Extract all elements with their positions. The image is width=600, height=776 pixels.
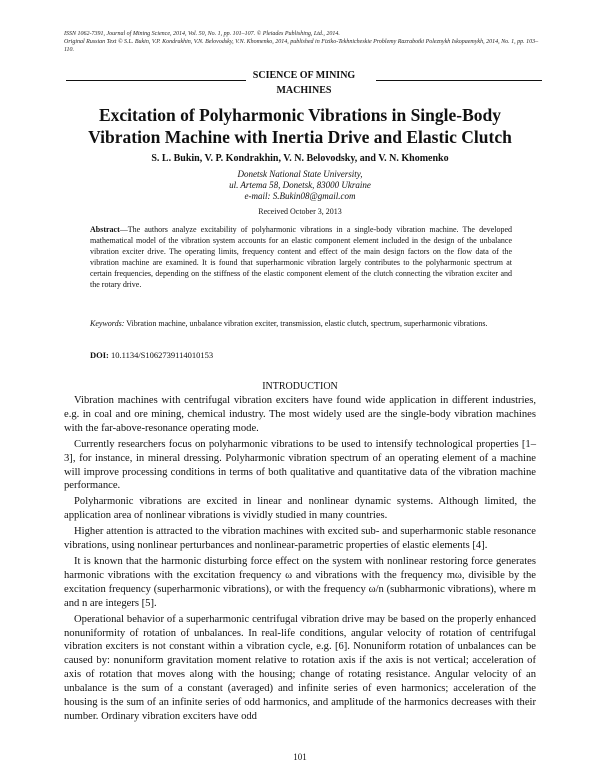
body-paragraph: It is known that the harmonic disturbing force effect on the system with nonlinear restoring force generates harmonic vibrations with the excitation frequency ω and vibrations with the frequency mω, divisible by the excitation frequency (superharmonic vibrations), or with the frequency ω/n (subharmonic vibrations), where m and n are integers [5]. [64,555,536,609]
abstract-label: Abstract [90,225,120,234]
affiliation-address: ul. Artema 58, Donetsk, 83000 Ukraine [229,180,371,190]
doi-label: DOI: [90,350,109,360]
section-heading [64,70,544,96]
affiliation-institution: Donetsk National State University, [237,169,363,179]
section-title-introduction: INTRODUCTION [262,381,338,392]
body-paragraph: Polyharmonic vibrations are excited in linear and nonlinear dynamic systems. Although limited, the application area of nonlinear vibrations is vividly studied in many countries. [64,496,536,522]
section-heading-line2: MACHINES [276,85,332,96]
keywords [90,319,512,330]
doi [90,350,213,360]
abstract-text: —The authors analyze excitability of polyharmonic vibrations in a single-body vibration machine. The developed mathematical model of the vibration system accounts for an elastic component element included in the design of the unbalance vibration exciter drive. The operating limits, frequency content and effect of the main design factors on the flow data of the vibration machine are examined. It is found that superharmonic vibration largely contributes to the polyharmonic spectrum at certain frequencies, depending on the stiffness of the elastic component element of the clutch connecting the vibration exciter and the rotary drive. [90,225,512,289]
body-paragraph: Higher attention is attracted to the vibration machines with excited sub- and superharmonic stable resonance vibrations, using nonlinear perturbances and nonlinear-parametric properties of elastic elements [4]. [64,526,536,552]
section-heading-line1: SCIENCE OF MINING [252,70,356,81]
journal-header [64,30,544,54]
page-number: 101 [293,752,307,762]
affiliation [64,169,536,202]
body-paragraph: Currently researchers focus on polyharmonic vibrations to be used to intensify technological properties [1–3], for instance, in mineral dressing. Polyharmonic vibration spectrum of an operating element of a machine will improve processing conditions in terms of both qualitative and quantitative data of the vibration machine performance. [64,438,536,492]
keywords-text: Vibration machine, unbalance vibration exciter, transmission, elastic clutch, spectrum, superharmonic vibrations. [124,319,488,328]
journal-citation-line: ISSN 1062-7391, Journal of Mining Science, 2014, Vol. 50, No. 1, pp. 101–107. © Pleiades Publishing, Ltd., 2014. [64,31,340,37]
received-date: Received October 3, 2013 [258,207,342,216]
keywords-label: Keywords: [90,319,125,328]
doi-value: 10.1134/S1062739114010153 [108,350,214,360]
body-text [64,394,536,726]
author-list: S. L. Bukin, V. P. Kondrakhin, V. N. Belovodsky, and V. N. Khomenko [151,153,449,164]
paper-title [70,104,530,148]
original-text-line: Original Russian Text © S.L. Bukin, V.P. Kondrakhin, V.N. Belovodsky, V.N. Khomenko, 2014, published in Fiziko-Tekhnicheskie Problemy Razrabotki Poleznykh Iskopaemykh, 2014, No. 1, pp. 103–110. [64,39,539,53]
paper-title-line2: Vibration Machine with Inertia Drive and Elastic Clutch [88,127,512,147]
affiliation-email: e-mail: S.Bukin08@gmail.com [244,191,356,201]
paper-title-line1: Excitation of Polyharmonic Vibrations in Single-Body [98,105,502,125]
body-paragraph: Operational behavior of a superharmonic centrifugal vibration drive may be based on the properly enhanced nonuniformity of rotation of unbalances. In real-life conditions, angular velocity of rotation of centrifugal vibration exciters is not constant within a vibration cycle, e.g. [6]. Nonuniform rotation of unbalances can be caused by: nonuniform gravitation moment relative to rotation axis if the axis is not vertical; acceleration of axis of rotation that moves along with the housing; change of rotating resistance. Angular velocity of an unbalance is the sum of a constant (averaged) and infinite series of even harmonics; acceleration of the housing is the sum of an infinite series of odd harmonics, and amplitude of the harmonics decreases with their number. Ordinary vibration exciters have odd [64,613,536,722]
body-paragraph: Vibration machines with centrifugal vibration exciters have found wide application in different industries, e.g. in coal and ore mining, chemical industry. The most widely used are the single-body vibration machines with the far-above-resonance operating mode. [64,395,536,434]
abstract [90,225,512,290]
